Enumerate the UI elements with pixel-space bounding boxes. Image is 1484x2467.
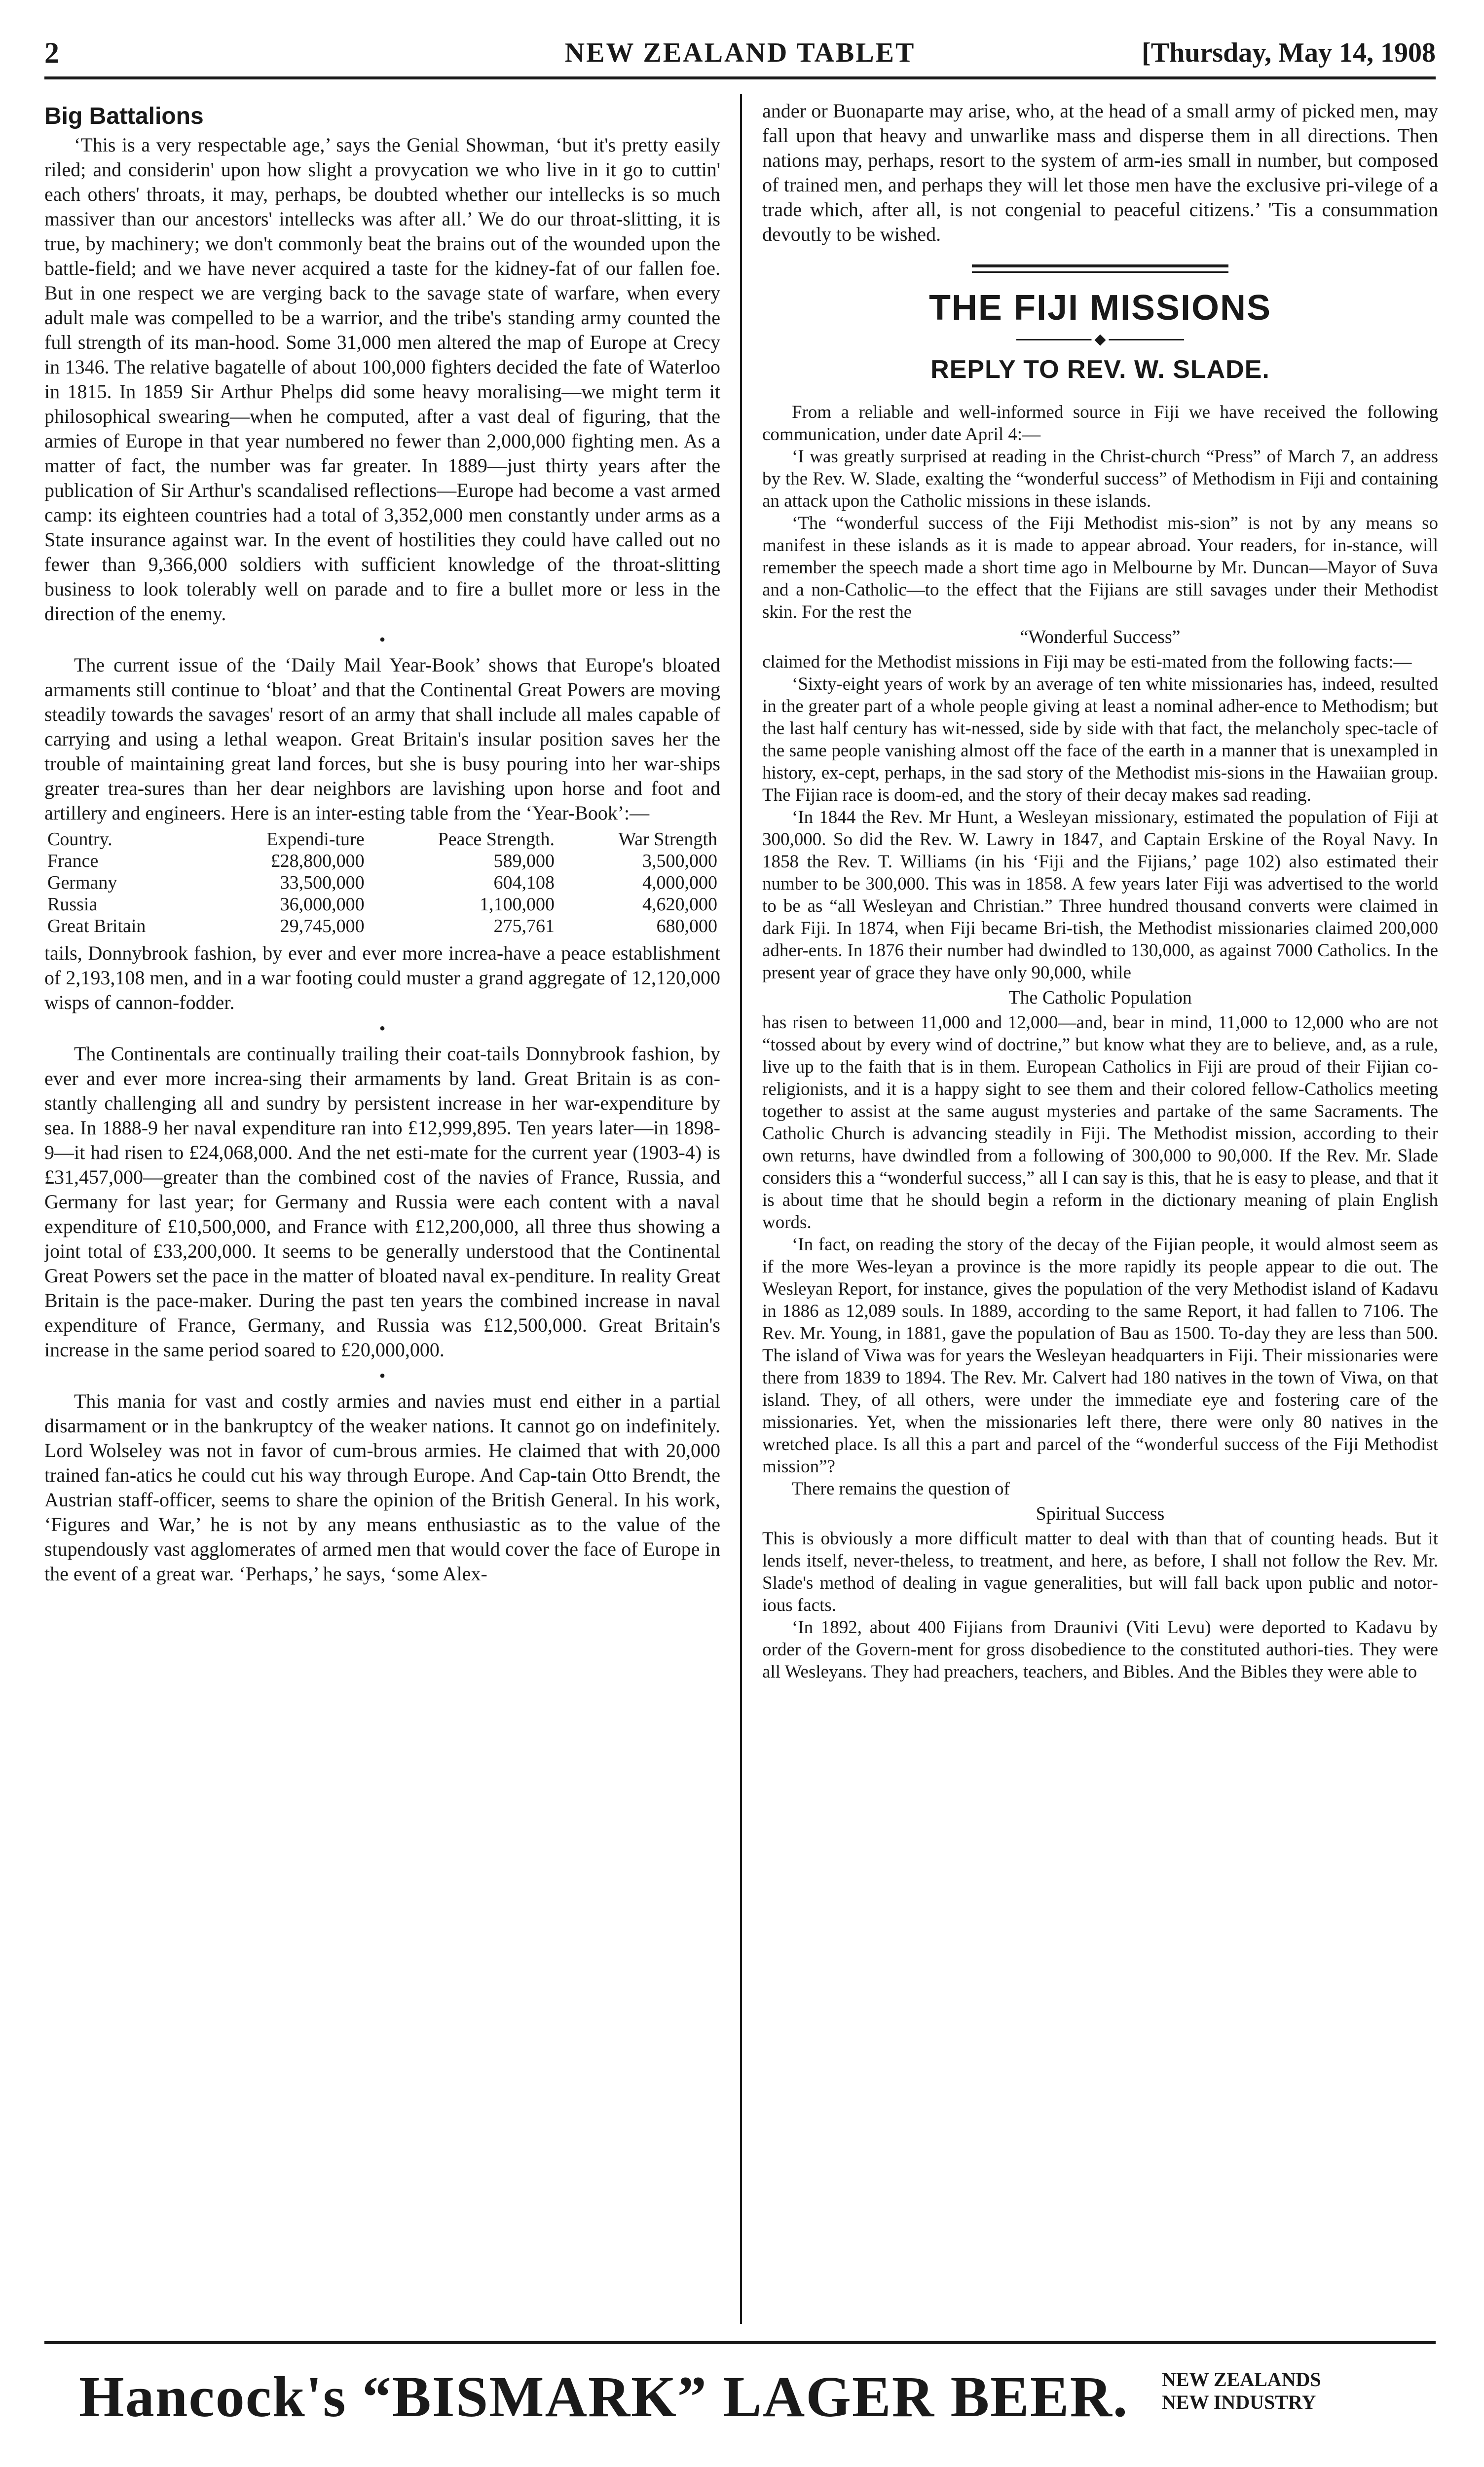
article-paragraph: ‘Sixty-eight years of work by an average of ten white missionaries has, indeed, resulted in the greater part of a whole people giving at least a nominal adher-ence to Methodism; but the last half century has wit-nessed, side by side with that fact, the melancholy spec-tacle of the same people vanishing almost off the face of the earth in a manner that is unexampled in history, ex-cept, perhaps, in the sad story of the Methodist mis-sions in the Hawaiian group. The Fijian race is doom-ed, and the story of their decay makes sad reading. [762, 674, 1438, 805]
diamond-icon: ◆ [1091, 332, 1109, 347]
footer-rule [44, 2341, 1436, 2344]
table-row [44, 872, 720, 894]
table-cell: 33,500,000 [280, 872, 365, 893]
article-paragraph: claimed for the Methodist missions in Fiji may be esti-mated from the following facts:— [762, 652, 1412, 672]
article-title-fiji-missions: THE FIJI MISSIONS [928, 288, 1272, 328]
section-divider-star: • [379, 1018, 386, 1038]
table-header-cell: War Strength [618, 829, 717, 850]
table-cell: 4,620,000 [642, 894, 717, 915]
table-cell: 589,000 [493, 851, 555, 871]
table-cell: 29,745,000 [280, 916, 365, 936]
table-row [44, 850, 720, 872]
table-cell: France [47, 851, 99, 871]
table-cell: 36,000,000 [280, 894, 365, 915]
article-paragraph: The current issue of the ‘Daily Mail Year-Book’ shows that Europe's bloated armaments still continue to ‘bloat’ and that the Continental Great Powers are moving steadily towards the savages' resort of an army that shall include all males capable of carrying and using a lethal weapon. Great Britain's insular position saves her the trouble of maintaining great land forces, but she is busy pouring into her war-ships greater trea-sures than her dear neighbors are lavishing upon horse and foot and artillery and engineers. Here is an inter-esting table from the ‘Year-Book’:— [44, 654, 720, 824]
subheading-spiritual-success: Spiritual Success [1036, 1503, 1165, 1524]
table-cell: Great Britain [47, 916, 146, 936]
table-header-cell: Peace Strength. [438, 829, 555, 850]
advertisement-tagline [1162, 2368, 1321, 2414]
article-paragraph: ‘In 1892, about 400 Fijians from Draunivi (Viti Levu) were deported to Kadavu by order of the Govern-ment for gross disobedience to the constituted authori-ties. They were all Wesleyans. They had preachers, teachers, and Bibles. And the Bibles they were able to [762, 1617, 1438, 1682]
subheading-wonderful-success: “Wonderful Success” [1020, 627, 1181, 647]
table-row [44, 915, 720, 937]
left-column [44, 99, 720, 2319]
article-subtitle: REPLY TO REV. W. SLADE. [930, 355, 1270, 384]
tagline-line: NEW ZEALANDS [1162, 2368, 1321, 2391]
article-paragraph: ‘The “wonderful success of the Fiji Methodist mis-sion” is not by any means so manifest in these islands as it is made to appear abroad. Your readers, for in-stance, will remember the speech made a short time ago in Melbourne by Mr. Duncan—Mayor of Suva and a non-Catholic—to the effect that the Fijians are still savages under their Methodist skin. For the rest the [762, 513, 1438, 622]
table-header-row [44, 828, 720, 850]
article-paragraph: ‘In fact, on reading the story of the decay of the Fijian people, it would almost seem as if the more Wes-leyan a province is the more rapidly its people appear to die out. The Wesleyan Report, for instance, gives the population of the very Methodist island of Kadavu in 1886 as 12,089 souls. In 1889, according to the same Report, it had fallen to 7106. The Rev. Mr. Young, in 1881, gave the population of Bau as 1500. To-day they are less than 500. The island of Viwa was for years the Wesleyan headquarters in Fiji. Their missionaries were there from 1839 to 1894. The Rev. Mr. Calvert had 180 natives in the town of Viwa, on that island. They, of all others, were under the immediate eye and fostering care of the missionaries. Yet, when the missionaries left there, there were only 80 natives in the wretched place. Is all this a part and parcel of the “wonderful success of the Fiji Methodist mission”? [762, 1234, 1438, 1477]
article-paragraph: The Continentals are continually trailing their coat-tails Donnybrook fashion, by ever and ever more increa-sing their armaments by land. Great Britain is as con-stantly challenging all and sundry by persistent increase in her war-expenditure by sea. In 1888-9 her naval expenditure ran into £12,999,895. Ten years later—in 1898-9—it had risen to £24,068,000. And the net esti-mate for the current year (1903-4) is £31,457,000—greater than the combined cost of the navies of France, Russia, and Germany for last year; for Germany and Russia were each content with a naval expenditure of £10,500,000, and France with £12,200,000, all three thus showing a joint total of £33,200,000. It seems to be generally understood that the Continental Great Powers set the pace in the matter of bloated naval ex-penditure. In reality Great Britain is the pace-maker. During the past ten years the combined increase in naval expenditure of France, Germany, and Russia was £12,500,000. Great Britain's increase in the same period soared to £20,000,000. [44, 1043, 720, 1361]
article-paragraph: This is obviously a more difficult matter to deal with than that of counting heads. But it lends itself, never-theless, to treatment, and here, as before, I shall not follow the Rev. Mr. Slade's method of dealing in vague generalities, but will fall back upon public and notor-ious facts. [762, 1529, 1438, 1615]
table-header-cell: Country. [47, 829, 112, 850]
table-cell: £28,800,000 [270, 851, 365, 871]
article-paragraph: ander or Buonaparte may arise, who, at the head of a small army of picked men, may fall upon that heavy and unwarlike mass and disperse them in all directions. Then nations may, perhaps, resort to the system of arm-ies small in number, but composed of trained men, and perhaps they will let those men have the exclusive pri-vilege of a trade which, after all, is not congenial to peaceful citizens.’ 'Tis a consummation devoutly to be wished. [762, 100, 1438, 245]
table-cell: 604,108 [493, 872, 555, 893]
table-header-cell: Expendi-ture [266, 829, 365, 850]
advertisement-bismark-lager: Hancock's “BISMARK” LAGER BEER. [79, 2364, 1129, 2429]
right-column [762, 99, 1438, 2319]
table-cell: 275,761 [493, 916, 555, 936]
table-cell: 3,500,000 [642, 851, 717, 871]
table-cell: 1,100,000 [480, 894, 555, 915]
armaments-table [44, 828, 720, 937]
page-number: 2 [44, 37, 59, 69]
article-paragraph: From a reliable and well-informed source in Fiji we have received the following communication, under date April 4:— [762, 402, 1438, 445]
table-cell: Russia [47, 894, 98, 915]
subheading-catholic-population: The Catholic Population [1008, 987, 1192, 1008]
issue-date: [Thursday, May 14, 1908 [1142, 37, 1436, 68]
article-paragraph: There remains the question of [792, 1479, 1010, 1499]
tagline-line: NEW INDUSTRY [1162, 2391, 1316, 2413]
newspaper-title: NEW ZEALAND TABLET [564, 37, 916, 68]
section-divider-star: • [379, 1366, 386, 1385]
article-paragraph: ‘This is a very respectable age,’ says the Genial Showman, ‘but it's pretty easily riled; and considerin' upon how slight a provycation we who live in it go to cuttin' each others' throats, it may, perhaps, be doubted whether our intellecks is so much massiver than our ancestors' intellecks was after all.’ We do our throat-slitting, it is true, by machinery; we don't commonly beat the brains out of the wounded upon the battle-field; and we have never acquired a taste for the kidney-fat of our fallen foe. But in one respect we are verging back to the savage state of warfare, when every adult male was compelled to be a warrior, and the tribe's standing army counted the full strength of its man-hood. Some 31,000 men altered the map of Europe at Crecy in 1346. The relative bagatelle of about 100,000 fighters decided the fate of Waterloo in 1815. In 1859 Sir Arthur Phelps did some heavy moralising—we might term it philosophical swearing—when he computed, after a vast deal of figuring, that the armies of Europe in that year numbered no fewer than 2,000,000 fighting men. As a matter of fact, the number was far greater. In 1889—just thirty years after the publication of Sir Arthur's scandalised reflections—Europe had become a vast armed camp: its eighteen countries had a total of 3,352,000 men constantly under arms as a State insurance against war. In the event of hostilities they could have called out no fewer than 9,366,000 soldiers with sufficient knowledge of the throat-slitting business to look tolerably well on parade and to fire a bullet more or less in the direction of the enemy. [44, 134, 720, 625]
table-cell: 680,000 [656, 916, 717, 936]
article-paragraph: ‘In 1844 the Rev. Mr Hunt, a Wesleyan missionary, estimated the population of Fiji at 300,000. So did the Rev. W. Lawry in 1847, and Captain Erskine of the Royal Navy. In 1858 the Rev. T. Williams (in his ‘Fiji and the Fijians,’ page 102) also estimated their number to be 300,000. This was in 1858. A few years later Fiji was advertised to the world to be as “all Wesleyan and Christian.” Three hundred thousand converts were claimed in dark Fiji. In 1874, when Fiji became Bri-tish, the Methodist missionaries claimed 200,000 adher-ents. In 1876 their number had dwindled to 130,000, as against 7000 Catholics. In the present year of grace they have only 90,000, while [762, 807, 1438, 983]
section-divider-star: • [379, 630, 386, 649]
diamond-ornament-rule [1016, 332, 1184, 347]
section-separator-rule [972, 264, 1228, 273]
article-paragraph: This mania for vast and costly armies and navies must end either in a partial disarmament or in the bankruptcy of the weaker nations. It cannot go on indefinitely. Lord Wolseley was not in favor of cum-brous armies. He claimed that with 20,000 trained fan-atics he could cut his way through Europe. And Cap-tain Otto Brendt, the Austrian staff-officer, seems to share the opinion of the British General. In his work, ‘Figures and War,’ he is not by any means enthusiastic as to the value of the stupendously vast agglomerates of armed men that would cover the face of Europe in the event of a great war. ‘Perhaps,’ he says, ‘some Alex- [44, 1390, 720, 1585]
article-paragraph: has risen to between 11,000 and 12,000—and, bear in mind, 11,000 to 12,000 who are not “tossed about by every wind of doctrine,” but know what they are to believe, and, as a rule, live up to the faith that is in them. European Catholics in Fiji are proud of their Fijian co-religionists, and it is a happy sight to see them and their colored fellow-Catholics meeting together to assist at the same august mysteries and partake of the same Sacraments. The Catholic Church is advancing steadily in Fiji. The Methodist mission, according to their own returns, have dwindled from a following of 300,000 to 90,000. If the Rev. Mr. Slade considers this a “wonderful success,” all I can say is this, that he is easy to please, and that it is about time that he should begin a reform in the dictionary meaning of plain English words. [762, 1012, 1438, 1233]
article-paragraph: tails, Donnybrook fashion, by ever and ever more increa-have a peace establishment of 2,193,108 men, and in a war footing could muster a grand aggregate of 12,120,000 wisps of cannon-fodder. [44, 942, 720, 1013]
section-heading-big-battalions: Big Battalions [44, 103, 204, 129]
table-row [44, 894, 720, 915]
article-paragraph: ‘I was greatly surprised at reading in the Christ-church “Press” of March 7, an address by the Rev. W. Slade, exalting the “wonderful success” of Methodism in Fiji and containing an attack upon the Catholic missions in these islands. [762, 447, 1438, 511]
table-cell: Germany [47, 872, 117, 893]
column-divider [740, 94, 742, 2324]
masthead [44, 27, 1436, 79]
table-cell: 4,000,000 [642, 872, 717, 893]
